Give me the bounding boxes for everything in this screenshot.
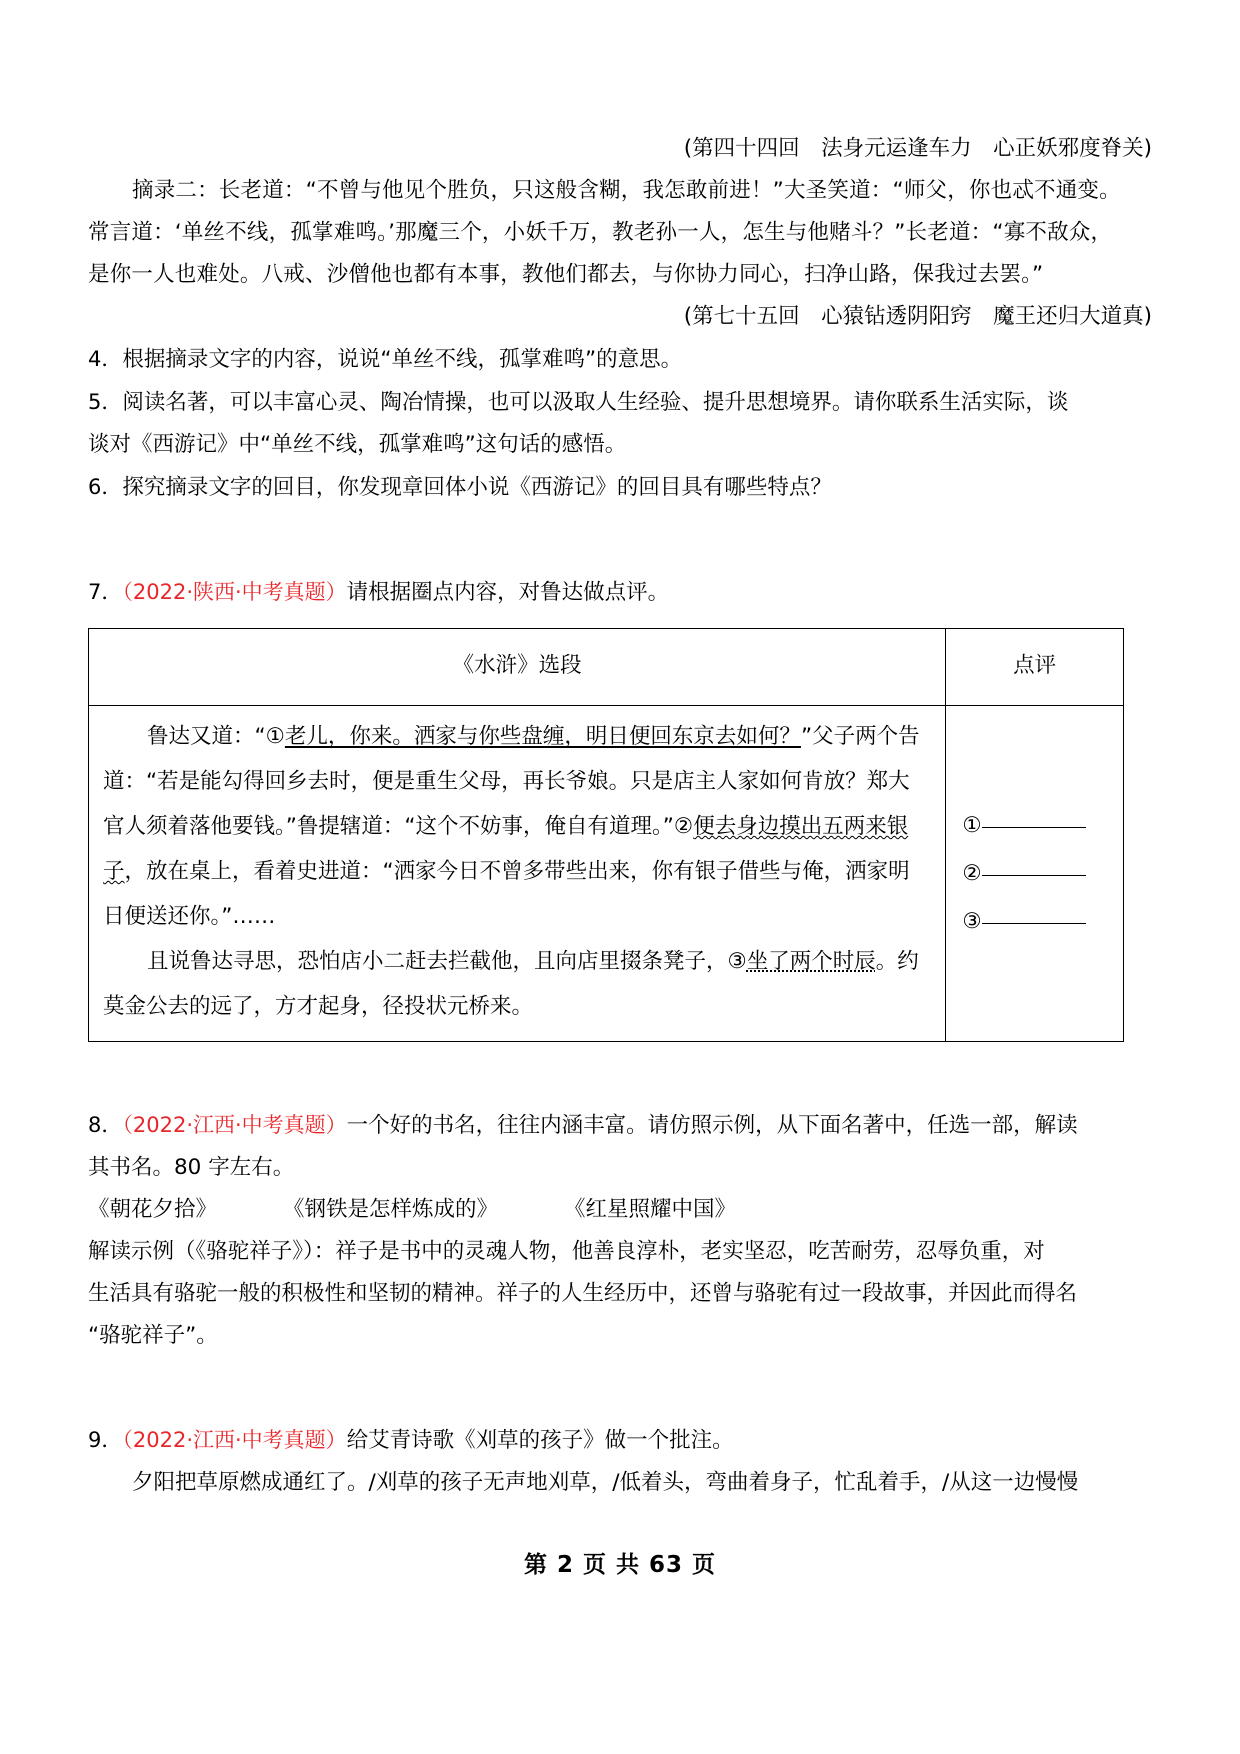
excerpt-p1-a: 鲁达又道：“① xyxy=(147,724,285,749)
question-5-number: 5． xyxy=(88,390,123,414)
question-6 xyxy=(88,466,1152,509)
excerpt-two-line-1: 摘录二：长老道：“不曾与他见个胜负，只这般含糊，我怎敢前进！”大圣笑道：“师父，你也忒不通变。 xyxy=(132,178,1121,203)
question-8-line-2: 其书名。80 字左右。 xyxy=(88,1155,295,1180)
comment-blank-2[interactable] xyxy=(982,874,1086,876)
question-5-line-1 xyxy=(88,381,1152,424)
question-7-source-tag: （2022·陕西·中考真题） xyxy=(122,580,347,604)
excerpt-paragraph-3 xyxy=(103,804,931,849)
question-8-line-1 xyxy=(88,1104,1152,1147)
excerpt-paragraph-2: 道：“若是能勾得回乡去时，便是重生父母，再长爷娘。只是店主人家如何肯放？郑大 xyxy=(103,769,910,794)
question-6-text: 探究摘录文字的回目，你发现章回体小说《西游记》的回目具有哪些特点？ xyxy=(122,475,832,500)
table-header-comment: 点评 xyxy=(946,629,1124,706)
source-citation-lower: (第七十五回 心猿钻透阴阳窍 魔王还归大道真) xyxy=(683,304,1152,329)
table-header-excerpt: 《水浒》选段 xyxy=(89,629,946,706)
spacer-before-q7 xyxy=(88,509,1152,571)
excerpt-paragraph-1 xyxy=(103,714,931,759)
excerpt-p6-a: 且说鲁达寻思，恐怕店小二赶去拦截他，且向店里掇条凳子，③ xyxy=(147,949,747,974)
spacer-before-q9 xyxy=(88,1357,1152,1419)
book-title-1: 《朝花夕拾》 xyxy=(88,1197,218,1222)
question-4-text: 根据摘录文字的内容，说说“单丝不线，孤掌难鸣”的意思。 xyxy=(122,347,683,372)
spacer-before-q8 xyxy=(88,1042,1152,1104)
page-footer: 第 2 页 共 63 页 xyxy=(523,1552,717,1578)
question-9-text: 给艾青诗歌《刈草的孩子》做一个批注。 xyxy=(346,1428,734,1453)
excerpt-two-line-2: 常言道：‘单丝不线，孤掌难鸣。’那魔三个，小妖千万，教老孙一人，怎生与他赌斗？”长老道：“寡不敌众， xyxy=(88,220,1113,245)
comment-answer-1[interactable] xyxy=(962,802,1123,850)
book-title-2: 《钢铁是怎样炼成的》 xyxy=(283,1197,499,1222)
comment-blank-3[interactable] xyxy=(982,922,1086,924)
question-9-source-tag: （2022·江西·中考真题） xyxy=(122,1428,347,1452)
question-8-source-tag: （2022·江西·中考真题） xyxy=(122,1113,347,1137)
comment-marker-1: ① xyxy=(962,812,982,838)
excerpt-paragraph-7: 莫金公去的远了，方才起身，径投状元桥来。 xyxy=(103,994,534,1019)
excerpt-paragraph-6 xyxy=(103,939,931,984)
table-cell-comments[interactable] xyxy=(946,706,1124,1042)
comment-answer-3[interactable] xyxy=(962,898,1123,946)
question-7-text: 请根据圈点内容，对鲁达做点评。 xyxy=(346,580,670,605)
book-title-3: 《红星照耀中国》 xyxy=(564,1197,737,1222)
excerpt-p1-b: ”父子两个告 xyxy=(800,724,920,749)
example-interpretation-line-2: 生活具有骆驼一般的积极性和坚韧的精神。祥子的人生经历中，还曾与骆驼有过一段故事，并因此而得名 xyxy=(88,1281,1078,1306)
excerpt-p4-b: ，放在桌上，看着史进道：“洒家今日不曾多带些出来，你有银子借些与俺，洒家明 xyxy=(124,859,910,884)
table-cell-excerpt xyxy=(89,706,946,1042)
comment-marker-2: ② xyxy=(962,860,982,886)
question-7 xyxy=(88,571,1152,614)
excerpt-two-line-3: 是你一人也难处。八戒、沙僧他也都有本事，教他们都去，与你协力同心，扫净山路，保我过去罢。” xyxy=(88,262,1044,287)
question-9-number: 9． xyxy=(88,1428,123,1452)
excerpt-table xyxy=(88,628,1124,1042)
question-4-number: 4． xyxy=(88,347,123,371)
question-7-number: 7． xyxy=(88,580,123,604)
excerpt-p1-underlined: 老儿，你来。洒家与你些盘缠，明日便回东京去如何？ xyxy=(284,724,801,749)
table-body-row xyxy=(89,706,1124,1042)
excerpt-paragraph-4 xyxy=(103,849,931,894)
table-header-row xyxy=(89,629,1124,706)
question-6-number: 6． xyxy=(88,475,123,499)
source-citation-upper: (第四十四回 法身元运逢车力 心正妖邪度脊关) xyxy=(683,136,1152,161)
question-5-line-2: 谈对《西游记》中“单丝不线，孤掌难鸣”这句话的感悟。 xyxy=(88,432,627,457)
excerpt-p6-dotted: 坐了两个时辰 xyxy=(746,949,876,974)
question-5-text-line-1: 阅读名著，可以丰富心灵、陶冶情操，也可以汲取人生经验、提升思想境界。请你联系生活实际，谈 xyxy=(122,390,1069,415)
question-8-number: 8． xyxy=(88,1113,123,1137)
excerpt-p4-wavy: 子 xyxy=(103,859,125,884)
excerpt-p3-wavy: 便去身边摸出五两来银 xyxy=(693,814,909,839)
excerpt-p3-a: 官人须着落他要钱。”鲁提辖道：“这个不妨事，俺自有道理。”② xyxy=(103,814,694,839)
question-9-poem: 夕阳把草原燃成通红了。/刈草的孩子无声地刈草，/低着头，弯曲着身子，忙乱着手，/从这一边慢慢 xyxy=(132,1470,1079,1495)
example-interpretation-line-3: “骆驼祥子”。 xyxy=(88,1323,218,1348)
comment-marker-3: ③ xyxy=(962,908,982,934)
book-title-list xyxy=(88,1189,1152,1231)
comment-blank-1[interactable] xyxy=(982,826,1086,828)
question-9 xyxy=(88,1419,1152,1462)
question-8-text-line-1: 一个好的书名，往往内涵丰富。请仿照示例，从下面名著中，任选一部，解读 xyxy=(346,1113,1078,1138)
page-content xyxy=(88,0,1152,1504)
question-4 xyxy=(88,338,1152,381)
excerpt-p6-b: 。约 xyxy=(875,949,919,974)
excerpt-paragraph-5: 日便送还你。”…… xyxy=(103,904,276,929)
comment-answer-2[interactable] xyxy=(962,850,1123,898)
example-interpretation-line-1: 解读示例（《骆驼祥子》）：祥子是书中的灵魂人物，他善良淳朴，老实坚忍，吃苦耐劳，忍辱负重，对 xyxy=(88,1239,1045,1264)
